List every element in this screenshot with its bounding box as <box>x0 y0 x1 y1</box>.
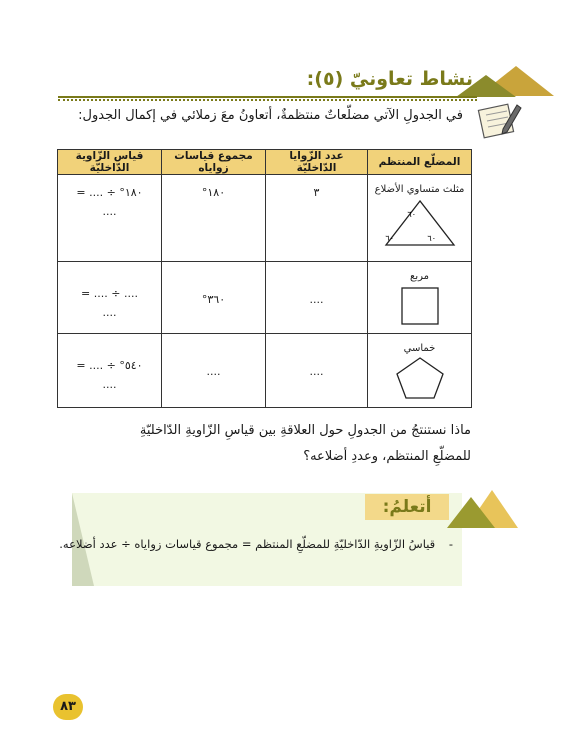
interior-angle-cell <box>58 175 162 262</box>
interior-angle-cell <box>58 262 162 334</box>
angle-sum-cell <box>162 262 266 334</box>
col-header-polygon: المضلّع المنتظم <box>368 150 472 175</box>
table-row <box>58 262 472 334</box>
angle-count-value: ٣ <box>313 186 320 199</box>
learn-rule <box>59 537 453 551</box>
polygon-table <box>57 149 472 408</box>
formula-answer-blank: .... <box>102 378 117 391</box>
shape-name: خماسي <box>403 343 436 354</box>
notebook-pencil-icon <box>477 99 523 139</box>
shape-name: مثلث متساوي الأضلاع <box>374 184 465 195</box>
table-row <box>58 175 472 262</box>
learn-decor-triangle-front <box>447 497 495 528</box>
learn-title: أتعلمُ: <box>365 494 449 520</box>
header-dotted-rule <box>58 99 477 101</box>
activity-intro: في الجدولِ الآتي مضلّعاتٌ منتظمةٌ، أتعاونُ معَ زملائي في إكمال الجدول: <box>78 108 463 123</box>
angle-label: ٦٠ <box>406 210 416 219</box>
angle-count-value: .... <box>309 293 324 306</box>
polygon-cell-square <box>368 262 472 334</box>
table-header-row <box>58 150 472 175</box>
angle-count-value: .... <box>309 365 324 378</box>
interior-angle-cell <box>58 334 162 408</box>
header-rule <box>58 96 477 98</box>
equilateral-triangle-figure <box>380 197 460 249</box>
angle-sum-value: .... <box>206 365 221 378</box>
angle-label: ٦٠ <box>384 234 394 243</box>
bullet: - <box>448 537 453 551</box>
formula-line: ٥٤٠° ÷ .... = <box>76 359 143 372</box>
angle-count-cell <box>266 334 368 408</box>
formula-answer-blank: .... <box>102 306 117 319</box>
shape-name: مربع <box>410 271 429 282</box>
angle-sum-value: ١٨٠° <box>201 186 226 199</box>
formula-line: .... ÷ .... = <box>81 287 138 300</box>
col-header-angle-sum: مجموع قياسات زواياه <box>162 150 266 175</box>
page-number: ٨٣ <box>53 694 83 720</box>
conclusion-question: ماذا نستنتجُ من الجدولِ حول العلاقةِ بين قياسِ الزّاويةِ الدّاخليّةِ للمضلّعِ المنتظم، وعددِ أضلاعه؟ <box>139 423 471 464</box>
angle-label: ٦٠ <box>426 234 436 243</box>
table-row <box>58 334 472 408</box>
angle-count-cell <box>266 175 368 262</box>
pentagon-figure <box>395 356 445 400</box>
polygon-cell-triangle <box>368 175 472 262</box>
angle-sum-cell <box>162 175 266 262</box>
angle-count-cell <box>266 262 368 334</box>
activity-title: نشاط تعاونيّ (٥): <box>306 68 473 90</box>
square-figure <box>400 286 440 326</box>
learn-rule-text: قياسُ الزّاويةِ الدّاخليّةِ للمضلّعِ المنتظم = مجموع قياسات زواياه ÷ عدد أضلاعه. <box>59 537 436 551</box>
polygon-cell-pentagon <box>368 334 472 408</box>
angle-sum-value: ٣٦٠° <box>201 293 226 306</box>
col-header-angle-count: عدد الزّوايا الدّاخليّة <box>266 150 368 175</box>
col-header-interior-angle: قياس الزّاوية الدّاخليّة <box>58 150 162 175</box>
formula-answer-blank: .... <box>102 205 117 218</box>
formula-line: ١٨٠° ÷ .... = <box>76 186 143 199</box>
angle-sum-cell <box>162 334 266 408</box>
